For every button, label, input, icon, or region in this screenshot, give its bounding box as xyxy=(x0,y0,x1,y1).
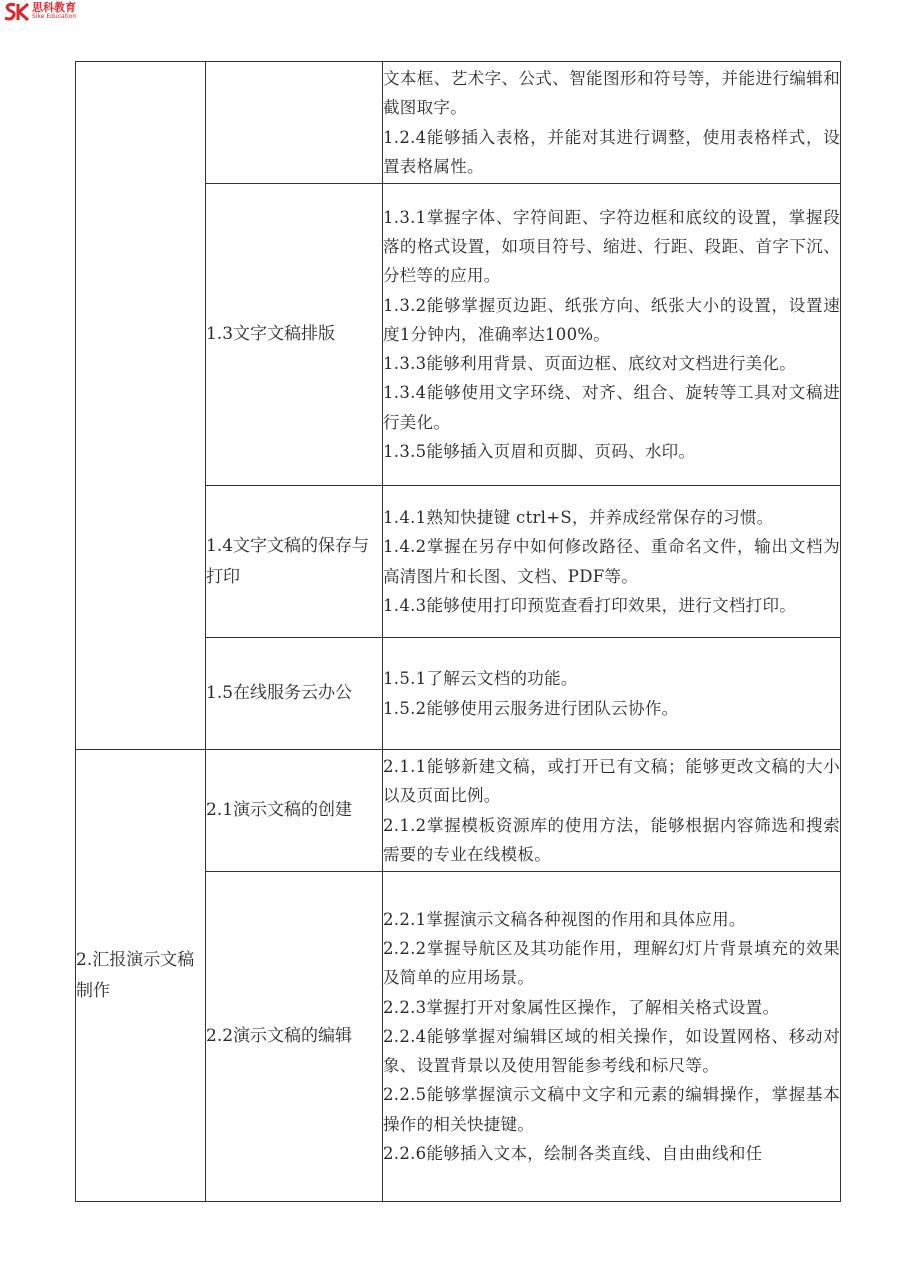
subsection-cell xyxy=(206,184,383,486)
detail-item: 1.2.4能够插入表格，并能对其进行调整，使用表格样式，设置表格属性。 xyxy=(383,127,840,176)
detail-item: 1.5.2能够使用云服务进行团队云协作。 xyxy=(383,698,679,718)
detail-item: 1.4.1熟知快捷键 ctrl+S，并养成经常保存的习惯。 xyxy=(383,508,774,528)
detail-item: 1.4.3能够使用打印预览查看打印效果，进行文档打印。 xyxy=(383,595,797,615)
subsection-label: 2.2演示文稿的编辑 xyxy=(206,1026,353,1046)
detail-item: 2.2.4能够掌握对编辑区域的相关操作，如设置网格、移动对象、设置背景以及使用智能参考线和标尺等。 xyxy=(383,1026,840,1076)
detail-item: 2.2.3掌握打开对象属性区操作，了解相关格式设置。 xyxy=(383,997,780,1017)
detail-item: 1.3.4能够使用文字环绕、对齐、组合、旋转等工具对文稿进行美化。 xyxy=(383,383,840,432)
detail-item: 2.1.2掌握模板资源库的使用方法，能够根据内容筛选和搜索需要的专业在线模板。 xyxy=(383,815,840,864)
details-cell xyxy=(383,184,841,486)
table-row xyxy=(76,62,841,184)
table-row xyxy=(76,750,841,872)
section-cell xyxy=(76,62,206,750)
subsection-label: 1.4文字文稿的保存与打印 xyxy=(206,535,370,587)
subsection-cell xyxy=(206,750,383,872)
details-cell xyxy=(383,638,841,750)
detail-item: 1.5.1了解云文档的功能。 xyxy=(383,669,578,689)
brand-name: 思科教育 xyxy=(32,1,76,14)
sk-logo-icon xyxy=(4,2,30,22)
detail-item: 2.2.1掌握演示文稿各种视图的作用和具体应用。 xyxy=(383,910,746,930)
detail-item: 1.3.2能够掌握页边距、纸张方向、纸张大小的设置，设置速度1分钟内，准确率达100%。 xyxy=(383,295,840,344)
subsection-label: 2.1演示文稿的创建 xyxy=(206,800,353,820)
section-label: 2.汇报演示文稿制作 xyxy=(76,949,195,1001)
detail-item: 2.1.1能够新建文稿，或打开已有文稿；能够更改文稿的大小以及页面比例。 xyxy=(383,757,840,806)
section-cell xyxy=(76,750,206,1202)
subsection-cell xyxy=(206,872,383,1202)
detail-item: 1.3.1掌握字体、字符间距、字符边框和底纹的设置，掌握段落的格式设置，如项目符号、缩进、行距、段距、首字下沉、分栏等的应用。 xyxy=(383,208,840,286)
subsection-cell xyxy=(206,62,383,184)
details-cell xyxy=(383,872,841,1202)
detail-item: 2.2.2掌握导航区及其功能作用，理解幻灯片背景填充的效果及简单的应用场景。 xyxy=(383,939,840,988)
subsection-cell xyxy=(206,638,383,750)
brand-subname: Sike Education xyxy=(32,13,77,20)
detail-item: 2.2.5能够掌握演示文稿中文字和元素的编辑操作，掌握基本操作的相关快捷键。 xyxy=(383,1085,840,1134)
brand-logo xyxy=(4,2,76,24)
detail-item: 1.4.2掌握在另存中如何修改路径、重命名文件，输出文档为高清图片和长图、文档、PDF等。 xyxy=(383,537,840,586)
subsection-label: 1.3文字文稿排版 xyxy=(206,324,336,344)
detail-item: 1.3.3能够利用背景、页面边框、底纹对文档进行美化。 xyxy=(383,354,797,374)
curriculum-table xyxy=(75,61,841,1202)
subsection-label: 1.5在线服务云办公 xyxy=(206,683,353,703)
details-cell xyxy=(383,62,841,184)
details-cell xyxy=(383,486,841,638)
detail-item: 2.2.6能够插入文本，绘制各类直线、自由曲线和任 xyxy=(383,1143,763,1163)
detail-item: 文本框、艺术字、公式、智能图形和符号等，并能进行编辑和截图取字。 xyxy=(383,69,840,118)
detail-item: 1.3.5能够插入页眉和页脚、页码、水印。 xyxy=(383,441,696,461)
details-cell xyxy=(383,750,841,872)
subsection-cell xyxy=(206,486,383,638)
